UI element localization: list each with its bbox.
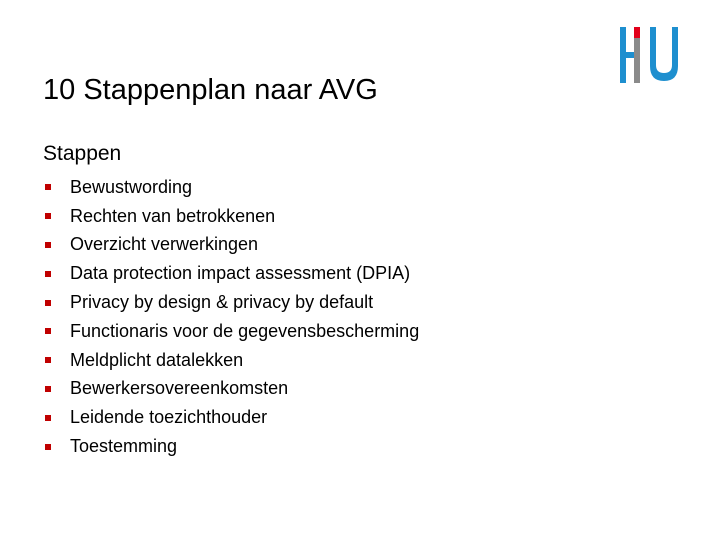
- bullet-square-icon: [45, 271, 51, 277]
- list-item-toestemming: [43, 432, 419, 461]
- list-item-label: Functionaris voor de gegevensbescherming: [70, 320, 420, 341]
- slide-subtitle: Stappen: [43, 142, 122, 165]
- bullet-square-icon: [45, 328, 51, 334]
- list-item-label: Rechten van betrokkenen: [70, 205, 276, 226]
- logo-letter-u: [650, 27, 678, 81]
- bullet-square-icon: [45, 444, 51, 450]
- logo-crossbar: [626, 52, 634, 58]
- list-item-label: Bewustwording: [70, 176, 193, 197]
- list-item-label: Meldplicht datalekken: [70, 349, 244, 370]
- bullet-square-icon: [45, 184, 51, 190]
- list-item-dpia: [43, 259, 419, 288]
- bullet-square-icon: [45, 300, 51, 306]
- bullet-square-icon: [45, 213, 51, 219]
- list-item-rechten: [43, 202, 419, 231]
- slide-title: 10 Stappenplan naar AVG: [43, 74, 378, 106]
- list-item-label: Data protection impact assessment (DPIA): [70, 263, 411, 284]
- list-item-meldplicht: [43, 346, 419, 375]
- list-item-label: Overzicht verwerkingen: [70, 234, 259, 255]
- list-item-overzicht: [43, 231, 419, 260]
- list-item-label: Bewerkersovereenkomsten: [70, 378, 289, 399]
- list-item-functionaris: [43, 317, 419, 346]
- list-item-toezichthouder: [43, 403, 419, 432]
- logo-bar-left: [620, 27, 626, 83]
- bullet-square-icon: [45, 386, 51, 392]
- steps-list: [43, 173, 419, 461]
- bullet-square-icon: [45, 357, 51, 363]
- list-item-label: Toestemming: [70, 436, 178, 457]
- logo-accent-dot: [634, 27, 640, 38]
- bullet-square-icon: [45, 242, 51, 248]
- bullet-square-icon: [45, 415, 51, 421]
- list-item-label: Leidende toezichthouder: [70, 407, 268, 428]
- hu-logo: [620, 25, 690, 85]
- list-item-bewustwording: [43, 173, 419, 202]
- list-item-label: Privacy by design & privacy by default: [70, 292, 374, 313]
- list-item-bewerkersovereenkomsten: [43, 375, 419, 404]
- list-item-privacy-by-design: [43, 288, 419, 317]
